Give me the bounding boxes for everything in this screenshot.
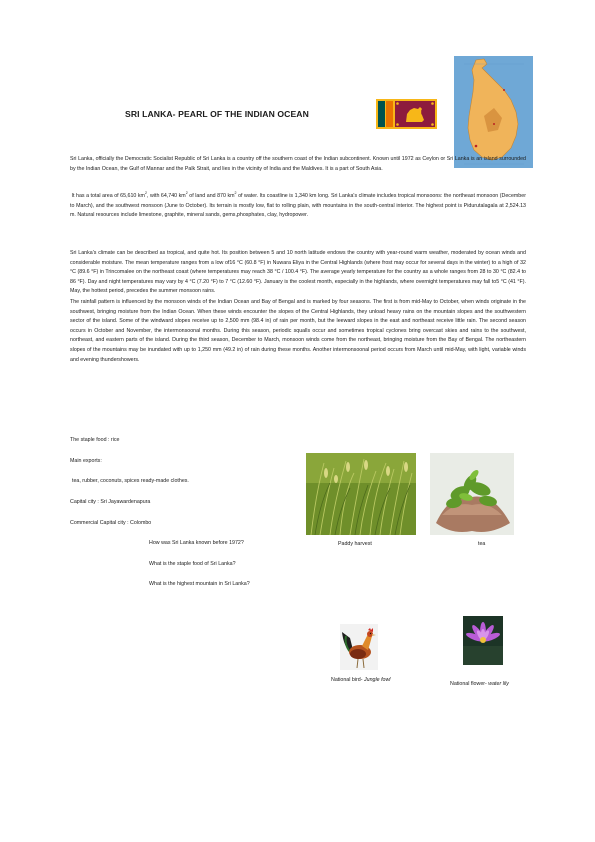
- sup-1: 2: [144, 191, 147, 196]
- flower-label: National flower-: [450, 681, 489, 687]
- bird-name: Jungle fowl: [363, 677, 391, 683]
- geo-text-c: of land and 870 km: [187, 193, 235, 199]
- jungle-fowl-photo: [340, 624, 378, 670]
- sup-3: 2: [234, 191, 237, 196]
- tea-caption: tea: [478, 541, 486, 547]
- question-1: How was Sri Lanka known before 1972?: [149, 540, 244, 546]
- main-exports-label: Main exports:: [70, 458, 102, 464]
- question-2: What is the staple food of Sri Lanka?: [149, 561, 236, 567]
- sup-2: 2: [185, 191, 188, 196]
- geo-text-b: , with 64,740 km: [146, 193, 186, 199]
- intro-paragraph: Sri Lanka, officially the Democratic Socialist Republic of Sri Lanka is a country off the southern coast of the Indian subcontinent. Known until 1972 as Ceylon or Sri Lanka is an island surrounded by the Indian Ocean, the Gulf of Mannar and the Palk Strait, and lies in the vicinity of India and the Maldives. It is a part of South Asia.: [70, 156, 526, 172]
- geo-text-d: of water. Its coastline is 1,340 km long. Sri Lanka's climate includes tropical monsoons: the northeast monsoon (December to March), and the southwest monsoon (June to October). Its terrain is mostly low, flat to rolling plain, with mountains in the south-central interior. The highest point is Pidurutalagala at 2,524.13 m. Natural resources include limestone, graphite, mineral sands, gems,phosphates, clay, hydropower.: [70, 193, 526, 219]
- staple-food-line: The staple food : rice: [70, 437, 120, 443]
- question-3: What is the highest mountain in Sri Lanka?: [149, 581, 250, 587]
- commercial-capital-line: Commercial Capital city : Colombo: [70, 520, 152, 526]
- page-title: SRI LANKA- PEARL OF THE INDIAN OCEAN: [125, 109, 309, 119]
- rainfall-paragraph: The rainfall pattern is influenced by the monsoon winds of the Indian Ocean and Bay of Bengal and is marked by four seasons. The first is from mid-May to October, when winds originate in the southwest, bringing moisture from the Indian Ocean. When these winds encounter the slopes of the Central Highlands, they unload heavy rains on the mountain slopes and the southwestern sector of the island. Some of the windward slopes receive up to 2,500 mm (98.4 in) of rain per month, but the leeward slopes in the east and northeast receive little rain. The second season occurs in October and November, the intermonsoonal months. During this season, periodic squalls occur and sometimes tropical cyclones bring overcast skies and rains to the southwest, northeast, and eastern parts of the island. During the third season, December to March, monsoon winds come from the northeast, bringing moisture from the Bay of Bengal. The northeastern slopes of the mountains may be inundated with up to 1,250 mm (49.2 in) of rain during these months. Another intermonsoonal period occurs from March until mid-May, with light, variable winds and evening thundershowers.: [70, 299, 526, 363]
- geography-paragraph: [70, 192, 526, 221]
- water-lily-photo: [463, 616, 503, 665]
- geo-text-a: It has a total area of 65,610 km: [71, 193, 145, 199]
- tea-photo: [430, 453, 514, 535]
- main-exports-value: tea, rubber, coconuts, spices ready-made clothes.: [72, 478, 189, 484]
- flower-name: water lily: [488, 681, 509, 687]
- national-bird-caption: [331, 677, 390, 683]
- paddy-photo: [306, 453, 416, 535]
- sri-lanka-flag-icon: [376, 99, 437, 129]
- national-flower-caption: [450, 681, 509, 687]
- bird-label: National bird-: [331, 677, 364, 683]
- climate-paragraph: Sri Lanka's climate can be described as tropical, and quite hot. Its position between 5 and 10 north latitude endows the country with year-round warm weather, moderated by ocean winds and considerable moisture. The mean temperature ranges from a low of16 °C (60.8 °F) in Nuwara Eliya in the Central Highlands (where frost may occur for several days in the winter) to a high of 32 °C (89.6 °F) in Trincomalee on the northeast coast (where temperatures may reach 38 °C / 100.4 °F). The average yearly temperature for the country as a whole ranges from 28 to 30 °C (82.4 to 86 °F). Day and night temperatures may vary by 4 °C (7.20 °F) to 7 °C (12.60 °F). January is the coolest month, especially in the highlands, where overnight temperatures may fall to5 °C (41 °F). May, the hottest period, precedes the summer monsoon rains.: [70, 250, 526, 295]
- paddy-caption: Paddy harvest: [338, 541, 372, 547]
- capital-city-line: Capital city : Sri Jayawardenapura: [70, 499, 151, 505]
- sri-lanka-map-image: [454, 56, 533, 168]
